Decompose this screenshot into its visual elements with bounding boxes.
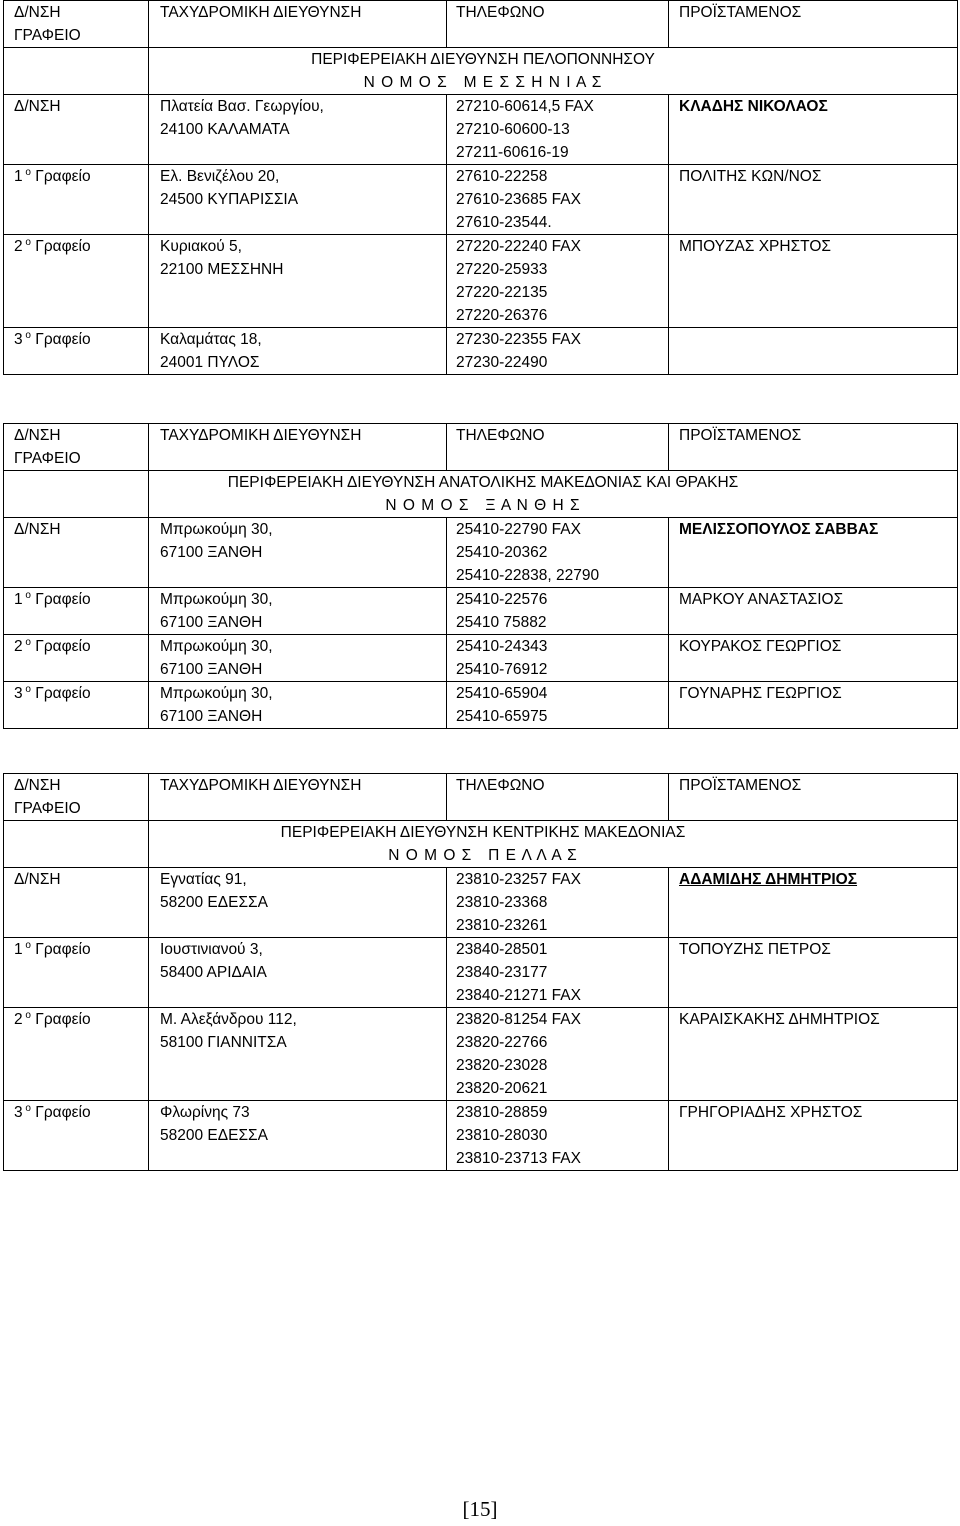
header-office <box>4 774 149 821</box>
head-name: ΜΠΟΥΖΑΣ ΧΡΗΣΤΟΣ <box>679 238 831 255</box>
head-name: ΓΡΗΓΟΡΙΑΔΗΣ ΧΡΗΣΤΟΣ <box>679 1104 863 1121</box>
address-line: 58200 ΕΔΕΣΣΑ <box>160 1127 268 1144</box>
head-cell <box>669 95 958 165</box>
office-name: Γραφείο <box>35 591 91 608</box>
office-number: 3 <box>14 1104 23 1121</box>
directory-table-xanthi <box>3 423 958 729</box>
phone-number: 23840-23177 <box>456 964 548 981</box>
phone-number: 27220-25933 <box>456 261 548 278</box>
office-label <box>14 95 148 118</box>
address-line: 67100 ΞΑΝΘΗ <box>160 614 263 631</box>
office-cell <box>4 868 149 938</box>
address-cell <box>149 868 447 938</box>
ordinal-mark: ο <box>22 1102 31 1114</box>
address-cell <box>149 165 447 235</box>
prefecture-title: Ν Ο Μ Ο Σ Μ Ε Σ Σ Η Ν Ι Α Σ <box>363 74 603 91</box>
address-cell <box>149 518 447 588</box>
address-line: Πλατεία Βασ. Γεωργίου, <box>160 98 324 115</box>
phone-number: 23810-28859 <box>456 1104 548 1121</box>
address-line: 58200 ΕΔΕΣΣΑ <box>160 894 268 911</box>
phone-number: 27220-22135 <box>456 284 548 301</box>
head-cell <box>669 868 958 938</box>
address-cell <box>149 588 447 635</box>
office-row <box>4 95 958 165</box>
ordinal-mark: ο <box>22 166 31 178</box>
region-cell <box>149 821 958 868</box>
office-number: 1 <box>14 168 23 185</box>
address-line: Μπρωκούμη 30, <box>160 685 273 702</box>
phone-number: 27220-22240 FAX <box>456 238 581 255</box>
phone-number: 27230-22355 FAX <box>456 331 581 348</box>
phone-number: 25410-20362 <box>456 544 548 561</box>
address-line: Κυριακού 5, <box>160 238 242 255</box>
address-cell <box>149 938 447 1008</box>
address-line: 58400 ΑΡΙΔΑΙΑ <box>160 964 267 981</box>
phone-number: 25410-22838, 22790 <box>456 567 600 584</box>
region-title: ΠΕΡΙΦΕΡΕΙΑΚΗ ΔΙΕΥΘΥΝΣΗ ΚΕΝΤΡΙΚΗΣ ΜΑΚΕΔΟΝΙΑΣ <box>280 824 686 841</box>
region-blank-cell <box>4 821 149 868</box>
address-line: 67100 ΞΑΝΘΗ <box>160 661 263 678</box>
office-cell <box>4 588 149 635</box>
phone-number: 23820-23028 <box>456 1057 548 1074</box>
head-cell <box>669 635 958 682</box>
header-address-text: ΤΑΧΥΔΡΟΜΙΚΗ ΔΙΕΥΘΥΝΣΗ <box>160 4 362 21</box>
office-name: Γραφείο <box>35 1104 91 1121</box>
address-cell <box>149 1008 447 1101</box>
office-row <box>4 235 958 328</box>
header-head <box>669 424 958 471</box>
header-address-text: ΤΑΧΥΔΡΟΜΙΚΗ ΔΙΕΥΘΥΝΣΗ <box>160 777 362 794</box>
office-cell <box>4 235 149 328</box>
head-name: ΤΟΠΟΥΖΗΣ ΠΕΤΡΟΣ <box>679 941 831 958</box>
office-row <box>4 328 958 375</box>
office-label <box>14 165 148 188</box>
office-row <box>4 1101 958 1171</box>
header-phone-text: ΤΗΛΕΦΩΝΟ <box>456 427 545 444</box>
head-cell <box>669 588 958 635</box>
address-line: Ιουστινιανού 3, <box>160 941 263 958</box>
address-line: 22100 ΜΕΣΣΗΝΗ <box>160 261 284 278</box>
office-name: Γραφείο <box>35 168 91 185</box>
header-head-text: ΠΡΟΪΣΤΑΜΕΝΟΣ <box>679 4 802 21</box>
phone-cell <box>447 1101 669 1171</box>
header-phone <box>447 1 669 48</box>
header-phone-text: ΤΗΛΕΦΩΝΟ <box>456 777 545 794</box>
head-name: ΓΟΥΝΑΡΗΣ ΓΕΩΡΓΙΟΣ <box>679 685 842 702</box>
header-address <box>149 774 447 821</box>
ordinal-mark: ο <box>22 589 31 601</box>
phone-cell <box>447 938 669 1008</box>
head-name: ΜΕΛΙΣΣΟΠΟΥΛΟΣ ΣΑΒΒΑΣ <box>679 521 879 538</box>
address-cell <box>149 635 447 682</box>
address-line: 67100 ΞΑΝΘΗ <box>160 544 263 561</box>
office-name: Γραφείο <box>35 638 91 655</box>
phone-number: 27610-23685 FAX <box>456 191 581 208</box>
header-head-text: ΠΡΟΪΣΤΑΜΕΝΟΣ <box>679 777 802 794</box>
office-number: 2 <box>14 638 23 655</box>
head-name: ΠΟΛΙΤΗΣ ΚΩΝ/ΝΟΣ <box>679 168 822 185</box>
ordinal-mark: ο <box>22 939 31 951</box>
head-cell <box>669 165 958 235</box>
office-number: 2 <box>14 1011 23 1028</box>
directory-table-messinia <box>3 0 958 375</box>
office-label <box>14 635 148 658</box>
phone-cell <box>447 868 669 938</box>
phone-number: 25410-22576 <box>456 591 548 608</box>
office-label <box>14 1008 148 1031</box>
header-address <box>149 1 447 48</box>
office-row <box>4 588 958 635</box>
address-line: 24500 ΚΥΠΑΡΙΣΣΙΑ <box>160 191 299 208</box>
phone-number: 27211-60616-19 <box>456 144 569 161</box>
header-office-text: ΓΡΑΦΕΙΟ <box>14 450 81 467</box>
office-row <box>4 868 958 938</box>
address-cell <box>149 235 447 328</box>
header-office-text: Δ/ΝΣΗ <box>14 777 61 794</box>
phone-number: 27610-22258 <box>456 168 548 185</box>
phone-number: 23820-81254 FAX <box>456 1011 581 1028</box>
office-cell <box>4 1008 149 1101</box>
head-name: ΜΑΡΚΟΥ ΑΝΑΣΤΑΣΙΟΣ <box>679 591 844 608</box>
phone-cell <box>447 235 669 328</box>
phone-number: 27230-22490 <box>456 354 548 371</box>
office-label <box>14 1101 148 1124</box>
office-row <box>4 518 958 588</box>
address-cell <box>149 95 447 165</box>
phone-number: 23820-20621 <box>456 1080 548 1097</box>
office-row <box>4 1008 958 1101</box>
region-cell <box>149 48 958 95</box>
phone-number: 23810-23368 <box>456 894 548 911</box>
address-line: Ελ. Βενιζέλου 20, <box>160 168 280 185</box>
header-address <box>149 424 447 471</box>
office-number: 3 <box>14 331 23 348</box>
region-title: ΠΕΡΙΦΕΡΕΙΑΚΗ ΔΙΕΥΘΥΝΣΗ ΑΝΑΤΟΛΙΚΗΣ ΜΑΚΕΔΟΝΙΑΣ ΚΑΙ ΘΡΑΚΗΣ <box>227 474 739 491</box>
head-cell <box>669 235 958 328</box>
head-name: ΑΔΑΜΙΔΗΣ ΔΗΜΗΤΡΙΟΣ <box>679 871 858 888</box>
office-name: Δ/ΝΣΗ <box>14 98 61 115</box>
header-office-text: ΓΡΑΦΕΙΟ <box>14 800 81 817</box>
header-phone-text: ΤΗΛΕΦΩΝΟ <box>456 4 545 21</box>
head-cell <box>669 518 958 588</box>
office-row <box>4 938 958 1008</box>
phone-number: 25410 75882 <box>456 614 547 631</box>
ordinal-mark: ο <box>22 1009 31 1021</box>
phone-number: 23810-23713 FAX <box>456 1150 581 1167</box>
address-line: 24100 ΚΑΛΑΜΑΤΑ <box>160 121 290 138</box>
address-line: Φλωρίνης 73 <box>160 1104 250 1121</box>
header-office <box>4 424 149 471</box>
directory-table-pella <box>3 773 958 1171</box>
header-head-text: ΠΡΟΪΣΤΑΜΕΝΟΣ <box>679 427 802 444</box>
phone-cell <box>447 635 669 682</box>
address-line: Μπρωκούμη 30, <box>160 521 273 538</box>
ordinal-mark: ο <box>22 636 31 648</box>
office-cell <box>4 938 149 1008</box>
office-number: 1 <box>14 591 23 608</box>
ordinal-mark: ο <box>22 236 31 248</box>
header-address-text: ΤΑΧΥΔΡΟΜΙΚΗ ΔΙΕΥΘΥΝΣΗ <box>160 427 362 444</box>
phone-cell <box>447 328 669 375</box>
office-label <box>14 518 148 541</box>
header-phone <box>447 774 669 821</box>
office-label <box>14 328 148 351</box>
office-number: 1 <box>14 941 23 958</box>
header-row <box>4 774 958 821</box>
address-line: Μπρωκούμη 30, <box>160 638 273 655</box>
head-cell <box>669 938 958 1008</box>
office-name: Γραφείο <box>35 941 91 958</box>
header-office-text: Δ/ΝΣΗ <box>14 427 61 444</box>
prefecture-title: Ν Ο Μ Ο Σ Π Ε Λ Λ Α Σ <box>388 847 578 864</box>
address-line: Μ. Αλεξάνδρου 112, <box>160 1011 297 1028</box>
region-blank-cell <box>4 471 149 518</box>
phone-cell <box>447 95 669 165</box>
office-cell <box>4 165 149 235</box>
office-name: Δ/ΝΣΗ <box>14 871 61 888</box>
office-cell <box>4 328 149 375</box>
phone-cell <box>447 1008 669 1101</box>
office-name: Γραφείο <box>35 331 91 348</box>
office-label <box>14 235 148 258</box>
region-row <box>4 821 958 868</box>
address-cell <box>149 682 447 729</box>
office-cell <box>4 518 149 588</box>
office-label <box>14 588 148 611</box>
phone-cell <box>447 518 669 588</box>
office-cell <box>4 95 149 165</box>
region-title: ΠΕΡΙΦΕΡΕΙΑΚΗ ΔΙΕΥΘΥΝΣΗ ΠΕΛΟΠΟΝΝΗΣΟΥ <box>311 51 655 68</box>
office-label <box>14 938 148 961</box>
head-cell <box>669 1101 958 1171</box>
address-cell <box>149 1101 447 1171</box>
header-phone <box>447 424 669 471</box>
phone-number: 23840-28501 <box>456 941 548 958</box>
head-name: ΚΛΑΔΗΣ ΝΙΚΟΛΑΟΣ <box>679 98 828 115</box>
phone-number: 25410-22790 FAX <box>456 521 581 538</box>
address-line: 58100 ΓΙΑΝΝΙΤΣΑ <box>160 1034 287 1051</box>
prefecture-title: Ν Ο Μ Ο Σ Ξ Α Ν Θ Η Σ <box>385 497 581 514</box>
ordinal-mark: ο <box>22 683 31 695</box>
head-cell <box>669 682 958 729</box>
office-cell <box>4 682 149 729</box>
address-line: 67100 ΞΑΝΘΗ <box>160 708 263 725</box>
header-row <box>4 1 958 48</box>
ordinal-mark: ο <box>22 329 31 341</box>
address-line: Μπρωκούμη 30, <box>160 591 273 608</box>
head-name: ΚΟΥΡΑΚΟΣ ΓΕΩΡΓΙΟΣ <box>679 638 842 655</box>
region-row <box>4 48 958 95</box>
phone-number: 27210-60614,5 FAX <box>456 98 594 115</box>
phone-number: 23810-23261 <box>456 917 548 934</box>
phone-number: 23820-22766 <box>456 1034 548 1051</box>
office-label <box>14 682 148 705</box>
office-cell <box>4 635 149 682</box>
header-head <box>669 774 958 821</box>
phone-cell <box>447 588 669 635</box>
office-number: 3 <box>14 685 23 702</box>
phone-number: 25410-24343 <box>456 638 548 655</box>
office-row <box>4 682 958 729</box>
office-label <box>14 868 148 891</box>
office-name: Γραφείο <box>35 685 91 702</box>
office-number: 2 <box>14 238 23 255</box>
header-row <box>4 424 958 471</box>
office-name: Γραφείο <box>35 238 91 255</box>
header-head <box>669 1 958 48</box>
phone-number: 23840-21271 FAX <box>456 987 581 1004</box>
region-row <box>4 471 958 518</box>
address-line: Καλαμάτας 18, <box>160 331 262 348</box>
office-name: Δ/ΝΣΗ <box>14 521 61 538</box>
region-blank-cell <box>4 48 149 95</box>
office-cell <box>4 1101 149 1171</box>
phone-number: 25410-76912 <box>456 661 548 678</box>
phone-number: 23810-23257 FAX <box>456 871 581 888</box>
phone-number: 27610-23544. <box>456 214 552 231</box>
phone-number: 27220-26376 <box>456 307 548 324</box>
office-name: Γραφείο <box>35 1011 91 1028</box>
phone-cell <box>447 682 669 729</box>
phone-number: 27210-60600-13 <box>456 121 570 138</box>
header-office-text: ΓΡΑΦΕΙΟ <box>14 27 81 44</box>
header-office-text: Δ/ΝΣΗ <box>14 4 61 21</box>
header-office <box>4 1 149 48</box>
phone-cell <box>447 165 669 235</box>
phone-number: 25410-65975 <box>456 708 548 725</box>
address-line: 24001 ΠΥΛΟΣ <box>160 354 260 371</box>
address-cell <box>149 328 447 375</box>
phone-number: 23810-28030 <box>456 1127 548 1144</box>
office-row <box>4 165 958 235</box>
phone-number: 25410-65904 <box>456 685 548 702</box>
head-cell <box>669 1008 958 1101</box>
office-row <box>4 635 958 682</box>
region-cell <box>149 471 958 518</box>
head-cell <box>669 328 958 375</box>
address-line: Εγνατίας 91, <box>160 871 247 888</box>
page-number: [15] <box>462 1497 498 1521</box>
head-name: ΚΑΡΑΙΣΚΑΚΗΣ ΔΗΜΗΤΡΙΟΣ <box>679 1011 880 1028</box>
